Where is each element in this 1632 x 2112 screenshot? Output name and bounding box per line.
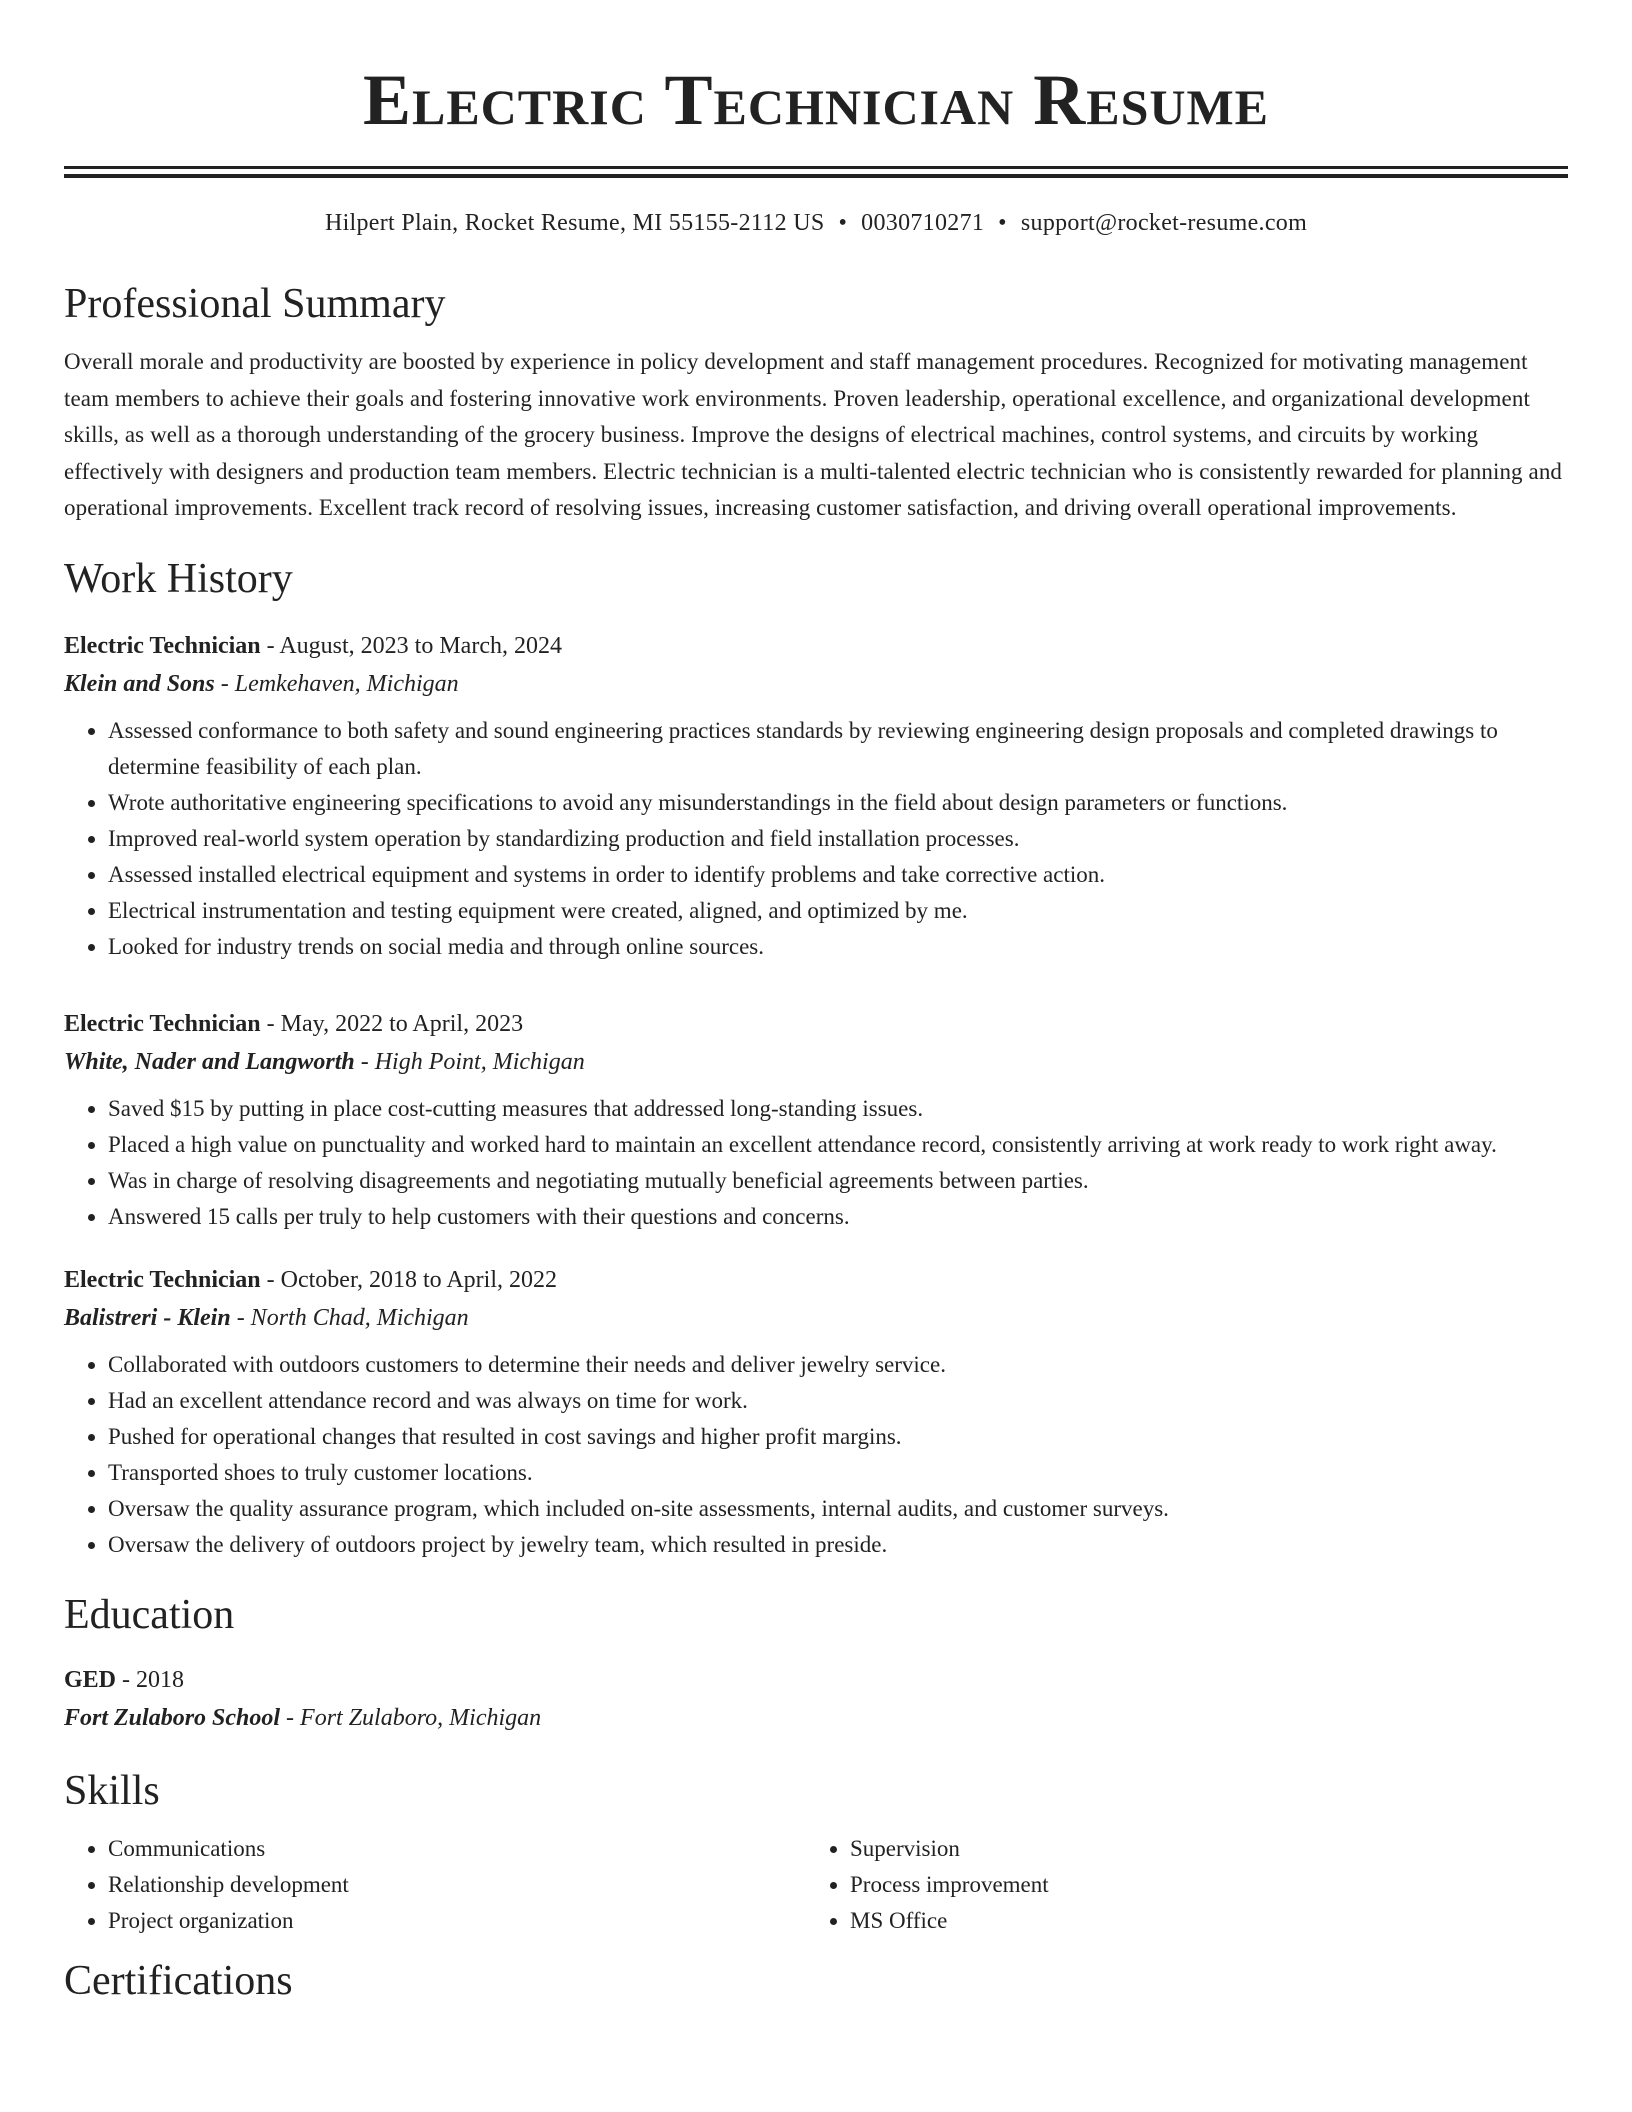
job-title-line bbox=[64, 1261, 1568, 1299]
list-item: • Transported shoes to truly customer locations. bbox=[108, 1455, 1568, 1491]
section-heading-skills: Skills bbox=[64, 1767, 160, 1814]
list-item: • Assessed installed electrical equipment and systems in order to identify problems and take corrective action. bbox=[108, 857, 1568, 893]
skill-item: • MS Office bbox=[850, 1903, 1548, 1939]
job-entry bbox=[64, 1261, 1568, 1563]
company-location: - Lemkehaven, Michigan bbox=[214, 670, 459, 697]
list-item: • Oversaw the quality assurance program, which included on-site assessments, internal audits, and customer surveys. bbox=[108, 1491, 1568, 1527]
skills-list-left bbox=[64, 1831, 806, 1939]
list-item: • Looked for industry trends on social media and through online sources. bbox=[108, 929, 1568, 965]
job-bullet-list bbox=[64, 713, 1568, 965]
list-item: • Improved real-world system operation by standardizing production and field installation processes. bbox=[108, 821, 1568, 857]
job-bullet-list bbox=[64, 1347, 1568, 1563]
job-title-line bbox=[64, 627, 1568, 665]
skills-grid bbox=[64, 1831, 1568, 1939]
list-item: • Placed a high value on punctuality and worked hard to maintain an excellent attendance record, consistently arriving at work ready to work right away. bbox=[108, 1127, 1568, 1163]
school-name: Fort Zulaboro School bbox=[64, 1704, 281, 1731]
skill-item: • Supervision bbox=[850, 1831, 1548, 1867]
resume-title: Electric Technician Resume bbox=[362, 60, 1270, 140]
company-name: Klein and Sons bbox=[64, 670, 215, 697]
list-item: • Oversaw the delivery of outdoors project by jewelry team, which resulted in preside. bbox=[108, 1527, 1568, 1563]
job-title: Electric Technician bbox=[64, 632, 261, 659]
company-line bbox=[64, 1043, 1568, 1081]
title-divider-bottom bbox=[64, 174, 1568, 178]
section-heading-education: Education bbox=[64, 1591, 235, 1638]
degree: GED bbox=[64, 1666, 117, 1693]
contact-line bbox=[64, 208, 1568, 238]
company-name: White, Nader and Langworth bbox=[64, 1048, 355, 1075]
list-item: • Assessed conformance to both safety and sound engineering practices standards by reviewing engineering design proposals and completed drawings to determine feasibility of each plan. bbox=[108, 713, 1568, 785]
list-item: • Wrote authoritative engineering specifications to avoid any misunderstandings in the field about design parameters or functions. bbox=[108, 785, 1568, 821]
skill-item: • Relationship development bbox=[108, 1867, 806, 1903]
school-line bbox=[64, 1699, 1568, 1737]
graduation-year: - 2018 bbox=[116, 1666, 185, 1693]
job-dates: - May, 2022 to April, 2023 bbox=[260, 1010, 524, 1037]
contact-separator: • bbox=[998, 210, 1007, 236]
resume-page bbox=[64, 0, 1568, 2007]
list-item: • Electrical instrumentation and testing equipment were created, aligned, and optimized by me. bbox=[108, 893, 1568, 929]
section-heading-summary: Professional Summary bbox=[64, 281, 446, 327]
skills-list-right bbox=[806, 1831, 1548, 1939]
list-item: • Had an excellent attendance record and was always on time for work. bbox=[108, 1383, 1568, 1419]
job-dates: - October, 2018 to April, 2022 bbox=[260, 1266, 557, 1293]
list-item: • Was in charge of resolving disagreements and negotiating mutually beneficial agreements between parties. bbox=[108, 1163, 1568, 1199]
company-line bbox=[64, 665, 1568, 703]
skill-item: • Process improvement bbox=[850, 1867, 1548, 1903]
contact-email: support@rocket-resume.com bbox=[1020, 210, 1308, 236]
list-item: • Saved $15 by putting in place cost-cutting measures that addressed long-standing issues. bbox=[108, 1091, 1568, 1127]
company-line bbox=[64, 1299, 1568, 1337]
company-location: - North Chad, Michigan bbox=[230, 1304, 469, 1331]
section-heading-work-history: Work History bbox=[64, 555, 293, 602]
job-title: Electric Technician bbox=[64, 1010, 261, 1037]
contact-address: Hilpert Plain, Rocket Resume, MI 55155-2112 US bbox=[324, 210, 825, 236]
school-location: - Fort Zulaboro, Michigan bbox=[280, 1704, 542, 1731]
degree-line bbox=[64, 1661, 1568, 1699]
skill-item: • Project organization bbox=[108, 1903, 806, 1939]
company-location: - High Point, Michigan bbox=[354, 1048, 585, 1075]
job-entry bbox=[64, 1005, 1568, 1235]
contact-phone: 0030710271 bbox=[861, 210, 985, 236]
summary-text: Overall morale and productivity are boosted by experience in policy development and staff management procedures. Recognized for motivating management team members to achieve their goals and fostering innovative work environments. Proven leadership, operational excellence, and organizational development skills, as well as a thorough understanding of the grocery business. Improve the designs of electrical machines, control systems, and circuits by working effectively with designers and production team members. Electric technician is a multi-talented electric technician who is consistently rewarded for planning and operational improvements. Excellent track record of resolving issues, increasing customer satisfaction, and driving overall operational improvements. bbox=[64, 349, 1563, 520]
job-title-line bbox=[64, 1005, 1568, 1043]
company-name: Balistreri - Klein bbox=[64, 1304, 231, 1331]
contact-separator: • bbox=[838, 210, 848, 236]
section-heading-certifications: Certifications bbox=[64, 1957, 293, 2004]
title-divider-top bbox=[64, 166, 1568, 169]
education-entry bbox=[64, 1661, 1568, 1737]
list-item: • Answered 15 calls per truly to help customers with their questions and concerns. bbox=[108, 1199, 1568, 1235]
job-bullet-list bbox=[64, 1091, 1568, 1235]
job-entry bbox=[64, 627, 1568, 965]
list-item: • Collaborated with outdoors customers to determine their needs and deliver jewelry service. bbox=[108, 1347, 1568, 1383]
job-dates: - August, 2023 to March, 2024 bbox=[260, 632, 562, 659]
list-item: • Pushed for operational changes that resulted in cost savings and higher profit margins. bbox=[108, 1419, 1568, 1455]
skill-item: • Communications bbox=[108, 1831, 806, 1867]
job-title: Electric Technician bbox=[64, 1266, 261, 1293]
